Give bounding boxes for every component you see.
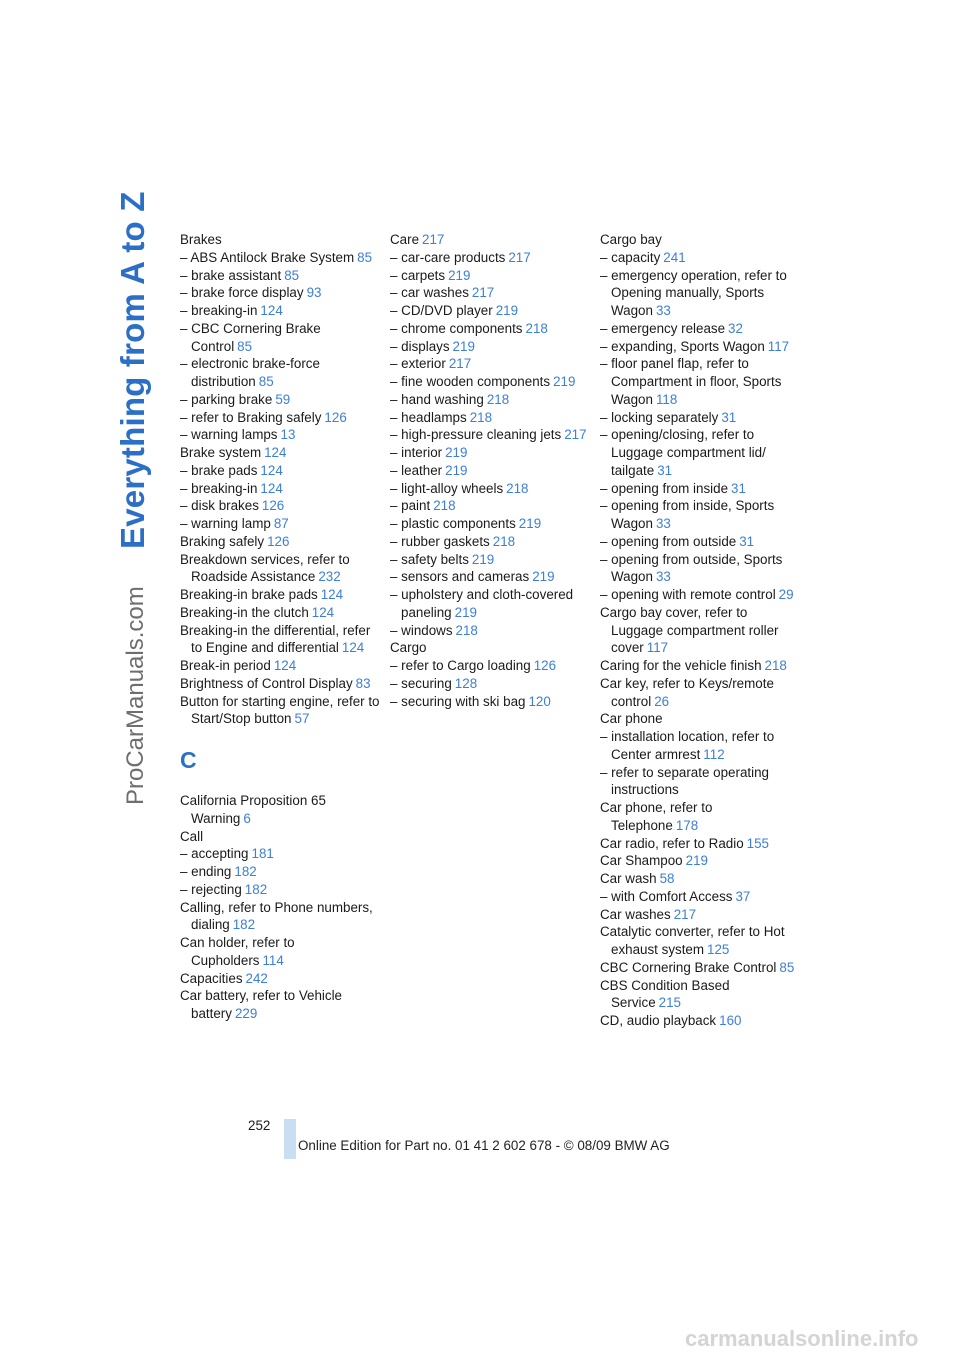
- index-entry-text: – opening from outside, Sports Wagon: [600, 551, 783, 585]
- index-entry-text: – with Comfort Access: [600, 888, 733, 904]
- index-entry: [180, 320, 380, 356]
- index-entry-text: Breaking-in brake pads: [180, 587, 318, 602]
- index-entry: [390, 693, 590, 711]
- index-entry-text: – opening/closing, refer to Luggage compartment lid/ tailgate: [600, 427, 766, 478]
- page-reference-link[interactable]: 219: [452, 338, 475, 354]
- page-reference-link[interactable]: 219: [685, 853, 708, 869]
- page-reference-link[interactable]: 215: [658, 995, 681, 1011]
- index-entry: [180, 970, 380, 988]
- page-reference-link[interactable]: 124: [320, 587, 344, 602]
- page-reference-link[interactable]: 182: [234, 864, 257, 879]
- page-reference-link[interactable]: 219: [495, 303, 519, 318]
- index-entry-text: Breaking-in the differential, refer to Engine and differential: [180, 622, 371, 656]
- page-reference-link[interactable]: 118: [655, 391, 678, 407]
- index-entry-text: – light-alloy wheels: [390, 480, 504, 496]
- index-entry: [600, 409, 800, 427]
- page-reference-link[interactable]: 124: [341, 640, 365, 656]
- page-reference-link[interactable]: 32: [728, 320, 743, 336]
- index-entry: [180, 355, 380, 391]
- index-entry-text: – high-pressure cleaning jets: [390, 427, 562, 443]
- index-entry-text: – windows: [390, 622, 453, 638]
- bottom-watermark: carmanualsonline.info: [685, 1326, 919, 1351]
- page-reference-link[interactable]: 37: [735, 888, 751, 904]
- index-entry: [600, 835, 800, 853]
- page-reference-link[interactable]: 218: [433, 498, 456, 514]
- index-entry: [600, 586, 800, 604]
- index-entry: [180, 284, 380, 302]
- page-reference-link[interactable]: 31: [739, 533, 755, 549]
- page-reference-link[interactable]: 218: [455, 622, 478, 638]
- page-reference-link[interactable]: 241: [663, 249, 686, 265]
- page-reference-link[interactable]: 59: [275, 391, 291, 407]
- index-entry: [390, 675, 590, 693]
- index-entry: [600, 533, 800, 551]
- index-entry-text: Cargo bay: [600, 232, 662, 247]
- index-entry: [180, 622, 380, 658]
- page-reference-link[interactable]: 219: [445, 445, 468, 460]
- index-entry: [390, 551, 590, 569]
- index-entry: [600, 338, 800, 356]
- index-entry: [180, 987, 380, 1023]
- index-entry: [180, 444, 380, 462]
- index-entry-text: – expanding, Sports Wagon: [600, 338, 765, 354]
- index-column-3: [600, 231, 800, 1030]
- page-reference-link[interactable]: 58: [659, 871, 675, 886]
- index-entry-text: – brake assistant: [180, 267, 282, 283]
- page-reference-link[interactable]: 125: [707, 942, 730, 957]
- index-entry-text: – parking brake: [180, 391, 273, 407]
- page-reference-link[interactable]: 181: [251, 846, 274, 862]
- page-reference-link[interactable]: 33: [655, 569, 671, 585]
- index-entry-text: – accepting: [180, 846, 249, 862]
- index-entry: [390, 657, 590, 675]
- index-entry-text: – leather: [390, 462, 443, 478]
- index-entry: [600, 977, 800, 1013]
- index-entry: [600, 906, 800, 924]
- index-entry: [180, 533, 380, 551]
- index-entry-text: – disk brakes: [180, 498, 259, 514]
- page-reference-link[interactable]: 29: [778, 587, 794, 602]
- index-entry: [600, 799, 800, 835]
- index-entry: [180, 934, 380, 970]
- index-entry-text: California Proposition 65 Warning: [180, 793, 326, 826]
- index-entry: [600, 497, 800, 533]
- index-entry-text: – floor panel flap, refer to Compartment in floor, Sports Wagon: [600, 356, 782, 407]
- index-entry-text: – opening from outside: [600, 533, 737, 549]
- index-entry-text: – breaking-in: [180, 480, 258, 496]
- index-entry: [600, 888, 800, 906]
- index-entry: [180, 426, 380, 444]
- index-entry-text: – refer to Cargo loading: [390, 658, 531, 673]
- index-entry-text: Cargo bay cover, refer to Luggage compartment roller cover: [600, 604, 779, 656]
- side-section-title: Everything from A to Z: [114, 191, 151, 549]
- index-entry: [390, 622, 590, 640]
- page-reference-link[interactable]: 217: [564, 427, 587, 443]
- index-entry: [600, 604, 800, 657]
- page-reference-link[interactable]: 242: [245, 970, 268, 986]
- page-reference-link[interactable]: 85: [284, 267, 300, 283]
- index-entry: [600, 355, 800, 408]
- page-reference-link[interactable]: 124: [260, 303, 283, 318]
- index-entry: [390, 267, 590, 285]
- index-entry: [600, 551, 800, 587]
- index-entry: [180, 462, 380, 480]
- index-entry-text: – carpets: [390, 267, 446, 283]
- index-entry: [390, 231, 590, 249]
- page-reference-link[interactable]: 218: [764, 658, 787, 673]
- page-reference-link[interactable]: 218: [492, 533, 516, 549]
- page-reference-link[interactable]: 124: [260, 480, 283, 496]
- index-entry-text: – hand washing: [390, 391, 484, 407]
- index-entry: [180, 604, 380, 622]
- page-reference-link[interactable]: 26: [654, 693, 670, 709]
- index-entry-text: Can holder, refer to Cupholders: [180, 935, 295, 968]
- index-entry: [600, 764, 800, 800]
- index-entry: [600, 923, 800, 959]
- index-entry-text: CD, audio playback: [600, 1013, 717, 1028]
- index-entry: [390, 480, 590, 498]
- index-entry-text: – paint: [390, 498, 431, 514]
- index-entry: [180, 792, 380, 828]
- page-reference-link[interactable]: 33: [655, 303, 671, 318]
- page-reference-link[interactable]: 218: [486, 391, 510, 407]
- index-entry: [390, 515, 590, 533]
- page-reference-link[interactable]: 124: [260, 462, 283, 478]
- index-entry: [390, 639, 590, 657]
- index-entry: [180, 899, 380, 935]
- page-reference-link[interactable]: 217: [422, 232, 445, 247]
- index-entry: [180, 881, 380, 899]
- index-entry: [180, 657, 380, 675]
- index-entry-text: Car phone, refer to Telephone: [600, 800, 713, 833]
- index-entry-text: – breaking-in: [180, 303, 258, 318]
- index-entry-text: – electronic brake-force distribution: [180, 356, 320, 389]
- page-reference-link[interactable]: 124: [264, 445, 287, 460]
- side-watermark: ProCarManuals.com: [122, 586, 149, 805]
- index-entry-text: – warning lamps: [180, 427, 278, 443]
- index-entry-text: – refer to Braking safely: [180, 409, 322, 425]
- index-entry: [600, 852, 800, 870]
- index-entry: [600, 231, 800, 249]
- page-reference-link[interactable]: 33: [655, 516, 671, 531]
- index-entry-text: Braking safely: [180, 533, 265, 549]
- page-reference-link[interactable]: 114: [262, 952, 284, 968]
- index-entry: [180, 249, 380, 267]
- index-entry: [390, 338, 590, 356]
- page-reference-link[interactable]: 31: [721, 409, 737, 425]
- page-reference-link[interactable]: 219: [445, 462, 468, 478]
- index-entry-text: Breakdown services, refer to Roadside Assistance: [180, 551, 350, 585]
- page-reference-link[interactable]: 219: [448, 267, 471, 283]
- index-entry-text: Brightness of Control Display: [180, 675, 353, 691]
- page-reference-link[interactable]: 217: [448, 356, 472, 372]
- index-entry: [600, 710, 800, 728]
- page-reference-link[interactable]: 155: [746, 835, 769, 851]
- index-entry-text: – locking separately: [600, 409, 719, 425]
- index-entry-text: – brake force display: [180, 285, 304, 301]
- index-entry-text: – ending: [180, 864, 232, 879]
- index-entry-text: – installation location, refer to Center armrest: [600, 729, 775, 762]
- footer-edition-text: Online Edition for Part no. 01 41 2 602 678 - © 08/09 BMW AG: [298, 1138, 670, 1153]
- index-entry-text: – emergency operation, refer to Opening manually, Sports Wagon: [600, 267, 787, 318]
- index-entry-text: – interior: [390, 445, 443, 460]
- index-entry: [390, 533, 590, 551]
- page-reference-link[interactable]: 217: [471, 285, 495, 301]
- page-reference-link[interactable]: 31: [731, 480, 746, 496]
- index-entry-text: Calling, refer to Phone numbers, dialing: [180, 899, 373, 933]
- footer-accent-bar: [284, 1119, 296, 1159]
- index-entry-text: – capacity: [600, 249, 661, 265]
- index-entry: [180, 497, 380, 515]
- index-column-1: [180, 231, 380, 1023]
- page-reference-link[interactable]: 182: [244, 881, 268, 897]
- page-reference-link[interactable]: 124: [311, 604, 335, 620]
- index-entry-text: – chrome components: [390, 320, 523, 336]
- page-reference-link[interactable]: 219: [454, 604, 477, 620]
- index-entry-text: – CBC Cornering Brake Control: [180, 320, 321, 354]
- index-entry-text: – headlamps: [390, 409, 467, 425]
- page-reference-link[interactable]: 218: [506, 480, 529, 496]
- index-entry-text: – car-care products: [390, 249, 506, 265]
- index-entry-text: – safety belts: [390, 551, 469, 567]
- index-entry: [600, 1012, 800, 1030]
- page-reference-link[interactable]: 126: [267, 533, 290, 549]
- index-entry-text: Brake system: [180, 445, 262, 460]
- index-entry: [180, 675, 380, 693]
- page-reference-link[interactable]: 126: [533, 658, 557, 673]
- index-entry: [600, 675, 800, 711]
- page-reference-link[interactable]: 218: [469, 409, 493, 425]
- page-reference-link[interactable]: 178: [675, 817, 699, 833]
- index-entry: [390, 409, 590, 427]
- index-column-2: [390, 231, 590, 710]
- index-entry-text: – exterior: [390, 356, 446, 372]
- index-entry: [390, 586, 590, 622]
- page-reference-link[interactable]: 219: [553, 374, 576, 389]
- index-entry-text: – opening with remote control: [600, 587, 776, 602]
- page-number: 252: [248, 1118, 271, 1133]
- index-entry: [390, 391, 590, 409]
- index-entry-text: Break-in period: [180, 658, 271, 673]
- page-reference-link[interactable]: 218: [525, 320, 548, 336]
- index-entry: [600, 249, 800, 267]
- index-entry-text: – sensors and cameras: [390, 569, 530, 585]
- page-reference-link[interactable]: 217: [673, 906, 697, 922]
- page-reference-link[interactable]: 112: [703, 746, 725, 762]
- index-entry-text: – refer to separate operating instructions: [600, 764, 769, 798]
- index-entry: [180, 828, 380, 846]
- index-entry-text: – displays: [390, 338, 450, 354]
- index-entry: [600, 870, 800, 888]
- page-reference-link[interactable]: 217: [508, 249, 531, 265]
- page-reference-link[interactable]: 85: [237, 338, 253, 354]
- index-entry-text: CBC Cornering Brake Control: [600, 959, 777, 975]
- page-reference-link[interactable]: 219: [471, 551, 495, 567]
- index-entry-text: Car radio, refer to Radio: [600, 835, 744, 851]
- page-reference-link[interactable]: 85: [779, 959, 795, 975]
- index-entry-text: Car washes: [600, 906, 671, 922]
- page-reference-link[interactable]: 93: [306, 285, 322, 301]
- index-entry-text: – emergency release: [600, 320, 726, 336]
- page-reference-link[interactable]: 128: [454, 675, 478, 691]
- index-entry-text: Capacities: [180, 970, 243, 986]
- page-reference-link[interactable]: 87: [273, 516, 289, 531]
- page-reference-link[interactable]: 126: [261, 498, 285, 514]
- index-entry-text: – ABS Antilock Brake System: [180, 249, 355, 265]
- page-reference-link[interactable]: 13: [280, 427, 296, 443]
- index-entry: [600, 320, 800, 338]
- index-entry: [390, 568, 590, 586]
- page-reference-link[interactable]: 124: [273, 658, 297, 673]
- index-entry: [180, 302, 380, 320]
- index-entry: [600, 426, 800, 479]
- index-entry: [390, 426, 590, 444]
- index-entry-text: – CD/DVD player: [390, 303, 493, 318]
- page-reference-link[interactable]: 31: [657, 462, 673, 478]
- index-entry-text: Car phone: [600, 711, 663, 727]
- index-entry: [180, 845, 380, 863]
- index-entry-text: Car battery, refer to Vehicle battery: [180, 988, 343, 1021]
- index-entry: [600, 728, 800, 764]
- index-entry: [390, 373, 590, 391]
- index-entry-text: Cargo: [390, 640, 427, 656]
- index-entry-text: Button for starting engine, refer to Start/Stop button: [180, 693, 380, 727]
- index-entry: [600, 959, 800, 977]
- page-reference-link[interactable]: 120: [528, 693, 551, 709]
- index-entry-text: Car wash: [600, 871, 657, 886]
- index-entry: [390, 497, 590, 515]
- index-entry-text: CBS Condition Based Service: [600, 977, 730, 1011]
- page-reference-link[interactable]: 219: [532, 569, 555, 585]
- page-reference-link[interactable]: 229: [234, 1006, 258, 1021]
- page-reference-link[interactable]: 85: [258, 374, 274, 389]
- index-entry: [180, 515, 380, 533]
- page-reference-link[interactable]: 117: [646, 640, 669, 656]
- index-entry: [180, 863, 380, 881]
- index-entry: [180, 693, 380, 729]
- page-reference-link[interactable]: 219: [518, 516, 542, 531]
- index-entry: [390, 355, 590, 373]
- page-reference-link[interactable]: 117: [767, 338, 790, 354]
- index-entry: [180, 586, 380, 604]
- index-entry: [390, 284, 590, 302]
- index-entry: [180, 480, 380, 498]
- index-entry-text: – car washes: [390, 285, 469, 301]
- index-entry-text: Catalytic converter, refer to Hot exhaust system: [600, 924, 785, 957]
- index-entry-text: Breaking-in the clutch: [180, 604, 309, 620]
- index-entry: [600, 480, 800, 498]
- page-reference-link[interactable]: 85: [357, 249, 373, 265]
- index-entry: [390, 249, 590, 267]
- index-entry-text: – rubber gaskets: [390, 533, 490, 549]
- page-reference-link[interactable]: 6: [243, 810, 251, 826]
- index-entry: [390, 302, 590, 320]
- index-entry: [390, 320, 590, 338]
- index-entry: [180, 551, 380, 587]
- section-letter: C: [180, 747, 197, 773]
- index-entry: [180, 409, 380, 427]
- page-reference-link[interactable]: 83: [355, 675, 371, 691]
- index-entry-text: Care: [390, 232, 420, 247]
- index-entry: [600, 267, 800, 320]
- index-entry-text: Call: [180, 828, 204, 844]
- index-entry-text: – warning lamp: [180, 516, 271, 531]
- page-reference-link[interactable]: 57: [294, 711, 310, 727]
- index-entry-text: – securing with ski bag: [390, 693, 526, 709]
- index-entry-text: – brake pads: [180, 462, 258, 478]
- index-entry: [390, 462, 590, 480]
- index-entry-text: – opening from inside, Sports Wagon: [600, 498, 775, 531]
- index-entry: [600, 657, 800, 675]
- index-entry: [180, 231, 380, 249]
- index-entry: [180, 391, 380, 409]
- index-entry-text: Brakes: [180, 232, 222, 247]
- index-entry-text: – opening from inside: [600, 480, 729, 496]
- index-entry-text: – rejecting: [180, 881, 242, 897]
- index-entry-text: – securing: [390, 675, 452, 691]
- page-reference-link[interactable]: 182: [232, 917, 256, 933]
- page-reference-link[interactable]: 160: [719, 1013, 742, 1028]
- page-reference-link[interactable]: 126: [324, 409, 347, 425]
- index-entry-text: Car Shampoo: [600, 853, 683, 869]
- index-entry-text: – plastic components: [390, 516, 516, 531]
- index-entry-text: – upholstery and cloth-covered paneling: [390, 587, 574, 620]
- index-entry: [180, 267, 380, 285]
- index-entry-text: Caring for the vehicle finish: [600, 658, 762, 673]
- index-entry-text: Car key, refer to Keys/remote control: [600, 675, 774, 709]
- index-entry: [390, 444, 590, 462]
- index-entry-text: – fine wooden components: [390, 374, 551, 389]
- page-reference-link[interactable]: 232: [318, 569, 341, 585]
